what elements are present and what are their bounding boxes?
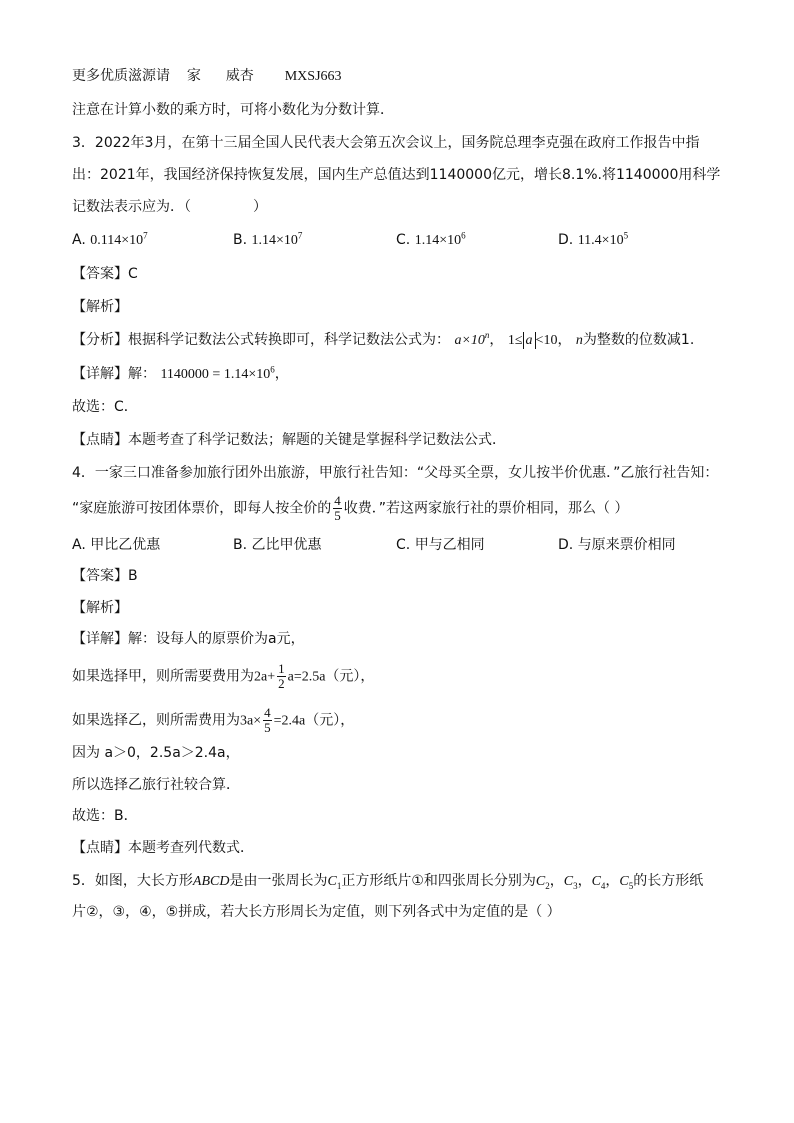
note-line: 注意在计算小数的乘方时，可将小数化为分数计算． <box>72 102 394 118</box>
q4-so: 所以选择乙旅行社较合算． <box>72 777 240 793</box>
q3-line1: 3．2022年3月，在第十三届全国人民代表大会第五次会议上，国务院总理李克强在政府工作报告中指 <box>72 135 700 151</box>
q3-answer: 【答案】C <box>72 266 138 282</box>
q3-option-a: A. $0.114\times 10^7$ <box>72 230 148 248</box>
q4-yi-fraction: $\frac{4}{5}$ <box>264 705 271 735</box>
q4-option-c: C. 甲与乙相同 <box>396 537 485 553</box>
ad-part2: 家 <box>186 68 201 84</box>
q3-option-b: B. $1.14\times 10^7$ <box>233 230 303 248</box>
ad-code: MXSJ663 <box>284 69 342 84</box>
q3-option-d: D. $11.4\times 10^5$ <box>558 230 629 248</box>
q5-line1: 5．如图，大长方形ABCD是由一张周长为$C_1$正方形纸片①和四张周长分别为$C_2$，$C_3$，$C_4$，$C_5$的长方形纸 <box>72 873 704 891</box>
q3-option-c: C. $1.14\times 10^6$ <box>396 230 466 248</box>
q3-fenxi: 【分析】根据科学记数法公式转换即可，科学记数法公式为： $a\times 10^n$， 1≤ a <10， n为整数的位数减1. <box>72 330 695 348</box>
q4-option-b: B. 乙比甲优惠 <box>233 537 322 553</box>
q3-fenxi-formula: a×10 <box>454 333 485 348</box>
q5-line2: 片②，③，④，⑤拼成，若大长方形周长为定值，则下列各式中为定值的是（ ） <box>72 904 561 920</box>
q3-stem-prefix: 记数法表示应为．（ <box>72 199 191 215</box>
q4-answer: 【答案】B <box>72 568 138 584</box>
q4-option-a: A. 甲比乙优惠 <box>72 537 161 553</box>
q3-line2: 出：2021年，我国经济保持恢复发展，国内生产总值达到1140000亿元，增长8.1%.将1140000用科学 <box>72 167 721 183</box>
q4-line1: 4．一家三口准备参加旅行团外出旅游，甲旅行社告知：“父母买全票，女儿按半价优惠．”乙旅行社告知： <box>72 465 719 481</box>
q4-detail: 【详解】解：设每人的原票价为a元， <box>72 631 305 647</box>
ad-part3: 威杏 <box>225 68 254 84</box>
q3-stem-suffix: ） <box>253 199 267 215</box>
q3-choose: 故选：C． <box>72 399 138 415</box>
q4-fraction: $\frac{4}{5}$ <box>334 493 341 523</box>
q3-detail: 【详解】解： $1140000 = 1.14\times 10^6$， <box>72 364 289 382</box>
q3-line3 <box>72 197 267 217</box>
q4-jia-fraction: $\frac{1}{2}$ <box>278 661 285 691</box>
q4-option-d: D. 与原来票价相同 <box>558 537 676 553</box>
q4-because: 因为 a＞0，2.5a＞2.4a， <box>72 745 240 761</box>
ad-text: 更多优质滋源请 <box>72 68 170 84</box>
q4-choose: 故选：B． <box>72 808 138 824</box>
q3-dianjing: 【点睛】本题考查了科学记数法；解题的关键是掌握科学记数法公式． <box>72 432 506 448</box>
q4-jia-line: 如果选择甲，则所需要费用为2a+ $\frac{1}{2}$ a=2.5a（元）， <box>72 661 375 691</box>
q4-line2: “家庭旅游可按团体票价，即每人按全价的 $\frac{4}{5}$ 收费．”若这两家旅行社的票价相同，那么（ ） <box>72 493 629 523</box>
q4-dianjing: 【点睛】本题考查列代数式． <box>72 840 254 856</box>
header-ad-line <box>72 66 342 87</box>
q4-yi-line: 如果选择乙，则所需费用为3a× $\frac{4}{5}$ =2.4a（元）， <box>72 705 355 735</box>
q4-analysis-label: 【解析】 <box>72 600 128 616</box>
q3-analysis-label: 【解析】 <box>72 299 128 315</box>
